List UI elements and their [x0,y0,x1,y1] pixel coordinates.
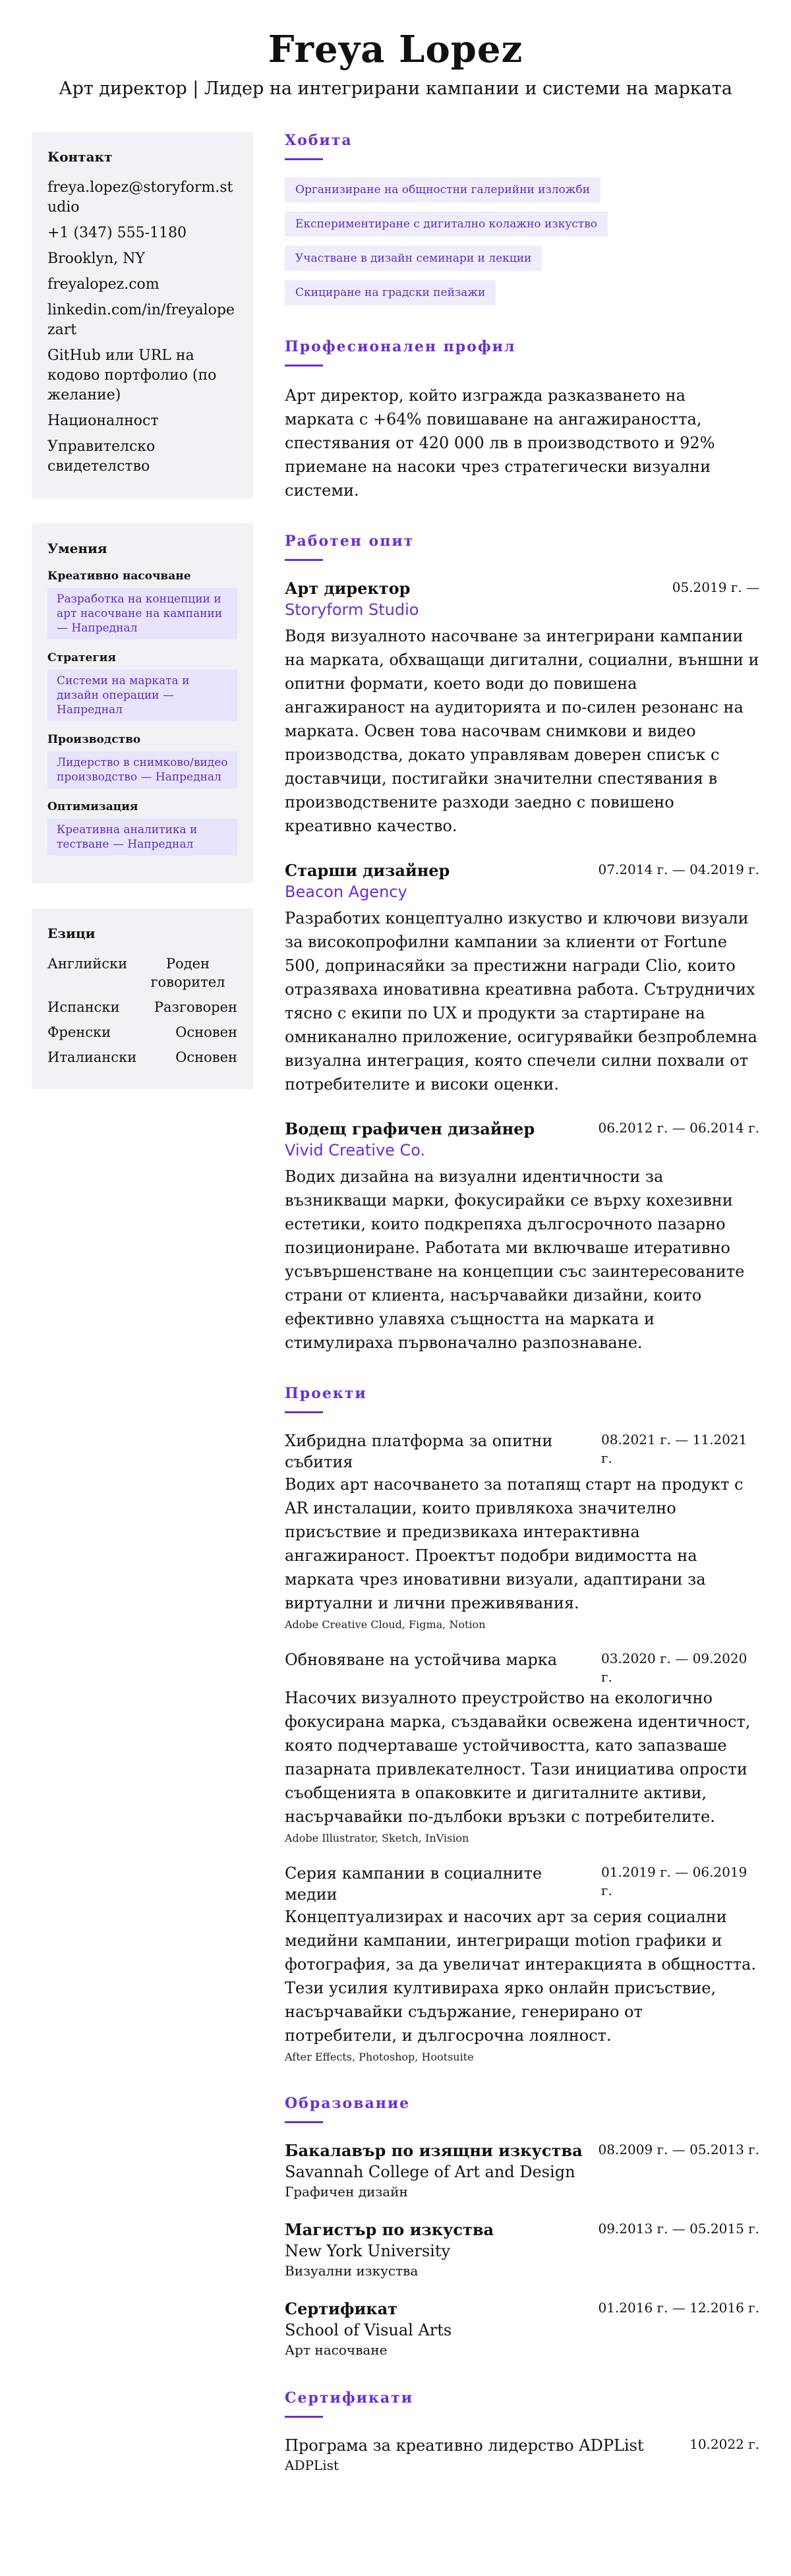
contact-phone: +1 (347) 555-1180 [47,225,187,241]
hobby-tag: Организиране на общностни галерийни изложби [285,177,601,202]
section-title-hobbies: Хобита [285,132,353,149]
education-field: Визуални изкуства [285,2263,419,2279]
language-level: Основен [175,1049,237,1065]
language-level: Разговорен [154,999,237,1015]
job-company: Vivid Creative Co. [285,1141,426,1159]
project-date: 08.2021 г. — 11.2021 г. [601,1432,747,1466]
project-description: Насочих визуалното преустройство на екологично фокусирана марка, създавайки освежена идентичност, която подчертаваше устойчивостта, като запазваше пазарната привлекателност. Тази инициатива опрости съобщенията в опаковките и дигиталните активи, насърчавайки по-дълбоки връзки с потребителите. [285,1689,751,1826]
contact-nationality: Националност [47,413,159,429]
resume-header [0,0,791,99]
job-date: 07.2014 г. — 04.2019 г. [598,862,759,877]
project-tech: Adobe Creative Cloud, Figma, Notion [285,1618,486,1631]
project-date: 01.2019 г. — 06.2019 г. [601,1864,747,1898]
project-name: Обновяване на устойчива марка [285,1651,558,1669]
education-school: New York University [285,2242,451,2260]
job-title: Водещ графичен дизайнер [285,1119,535,1138]
languages-title: Езици [47,925,96,941]
job-description: Водя визуалното насочване за интегрирани кампании на марката, обхващащи дигитални, социални, външни и опитни формати, което води до повишена ангажираност на аудиторията и по-силен резонанс на марката. Освен това насочвам снимкови и видео производства, докато управлявам доверен списък с доставчици, постигайки значителни спестявания в производствените разходи заедно с повишено креативно качество. [285,627,759,835]
contact-portfolio: GitHub или URL на кодово портфолио (по желание) [47,347,217,403]
job-entry [285,860,759,1096]
section-title-certificates: Сертификати [285,2389,414,2407]
hobby-tag: Участване в дизайн семинари и лекции [285,246,542,271]
language-row [47,954,237,991]
skill-category: Производство [47,733,141,746]
profile-summary: Арт директор, който изгражда разказването на марката с +64% повишаване на ангажираността, спестявания от 420 000 лв в производството и 92% приемане на насоки чрез стратегически визуални системи. [285,386,715,500]
education-field: Арт насочване [285,2342,388,2358]
education-date: 08.2009 г. — 05.2013 г. [598,2142,759,2157]
section-rule [285,2416,323,2418]
skill-chip: Разработка на концепции и арт насочване на кампании — Напреднал [47,588,237,639]
skills-title: Умения [47,541,107,556]
contact-license: Управителско свидетелство [47,438,156,475]
job-entry [285,578,759,838]
education-degree: Бакалавър по изящни изкуства [285,2141,583,2160]
language-name: Италиански [47,1049,137,1065]
section-title-profile: Професионален профил [285,338,516,355]
job-description: Водих дизайна на визуални идентичности за възникващи марки, фокусирайки се върху кохезивни естетики, които подкрепяха дългосрочното пазарно позициониране. Работата ми включваше итеративно усъвършенстване на концепции със заинтересованите страни от клиента, насърчавайки дизайни, които ефективно улавяха същността на марката и стимулираха първоначално разпознаване. [285,1167,745,1352]
language-level: Основен [175,1024,237,1040]
contact-card [32,132,253,498]
hobbies-list [285,177,759,314]
language-row [47,998,237,1016]
language-name: Френски [47,1024,111,1040]
section-title-education: Образование [285,2095,411,2112]
education-date: 01.2016 г. — 12.2016 г. [598,2300,759,2316]
education-degree: Сертификат [285,2299,398,2318]
skill-chip: Лидерство в снимково/видео производство — Напреднал [47,751,237,788]
section-rule [285,1411,323,1413]
main-column [285,132,759,2493]
project-entry [285,1863,759,2064]
job-date: 05.2019 г. — [672,579,759,595]
contact-location: Brooklyn, NY [47,250,145,267]
person-name: Freya Lopez [268,28,523,71]
education-school: Savannah College of Art and Design [285,2163,575,2181]
project-entry [285,1430,759,1632]
project-name: Серия кампании в социалните медии [285,1864,542,1904]
job-company: Storyform Studio [285,600,419,619]
language-name: Английски [47,956,128,972]
section-rule [285,2121,323,2123]
contact-linkedin[interactable]: linkedin.com/in/freyalopezart [47,302,235,338]
education-entry [285,2140,759,2201]
language-level: Роден говорител [150,956,225,990]
language-row [47,1048,237,1067]
section-rule [285,559,323,561]
headline: Арт директор | Лидер на интегрирани кампании и системи на марката [59,78,732,99]
project-tech: Adobe Illustrator, Sketch, InVision [285,1832,469,1844]
hobby-tag: Скициране на градски пейзажи [285,280,496,305]
project-description: Концептуализирах и насочих арт за серия социални медийни кампании, интегриращи motion графики и фотография, за да увеличат интеракцията в общността. Тези усилия култивираха ярко онлайн присъствие, насърчавайки съдържание, генерирано от потребители, и дългосрочна лоялност. [285,1908,756,2045]
skill-category: Стратегия [47,651,116,664]
education-field: Графичен дизайн [285,2184,408,2200]
skill-chip: Креативна аналитика и тестване — Напреднал [47,819,237,856]
section-title-projects: Проекти [285,1385,367,1402]
contact-website[interactable]: freyalopez.com [47,276,160,293]
section-rule [285,365,323,366]
education-school: School of Visual Arts [285,2321,452,2339]
education-degree: Магистър по изкуства [285,2220,494,2239]
sidebar [32,132,253,2493]
language-name: Испански [47,999,120,1015]
certificate-entry [285,2435,759,2474]
language-row [47,1023,237,1041]
job-company: Beacon Agency [285,883,407,901]
education-date: 09.2013 г. — 05.2015 г. [598,2221,759,2237]
job-description: Разработих концептуално изкуство и ключови визуали за високопрофилни кампании за клиенти от Fortune 500, допринасяйки за престижни награди Clio, които отразяваха иновативна креативна работа. Сътрудничих тясно с екипи по UX и продукти за стартиране на омниканално приложение, осигурявайки безпроблемна визуална интеграция, която спечели силни похвали от потребителите и високи оценки. [285,909,757,1094]
certificate-issuer: ADPList [285,2457,339,2473]
project-tech: After Effects, Photoshop, Hootsuite [285,2051,474,2063]
contact-title: Контакт [47,149,113,165]
job-title: Арт директор [285,579,411,598]
job-entry [285,1119,759,1355]
hobby-tag: Експериментиране с дигитално колажно изкуство [285,212,608,237]
certificate-name: Програма за креативно лидерство ADPList [285,2436,644,2455]
project-date: 03.2020 г. — 09.2020 г. [601,1651,747,1685]
skill-chip: Системи на марката и дизайн операции — Напреднал [47,670,237,721]
section-rule [285,158,323,160]
skill-category: Креативно насочване [47,570,191,583]
skill-category: Оптимизация [47,800,138,813]
education-entry [285,2298,759,2359]
content-columns [32,132,759,2493]
languages-card [32,908,253,1089]
job-date: 06.2012 г. — 06.2014 г. [598,1120,759,1136]
education-entry [285,2219,759,2280]
project-entry [285,1649,759,1846]
section-title-experience: Работен опит [285,533,415,550]
project-description: Водих арт насочването за потапящ старт на продукт с AR инсталации, които привлякоха значително присъствие и предизвикаха интерактивна ангажираност. Проектът подобри видимостта на марката чрез иновативни визуали, адаптирани за виртуални и лични преживявания. [285,1475,744,1612]
contact-email[interactable]: freya.lopez@storyform.studio [47,179,233,216]
certificate-date: 10.2022 г. [689,2436,759,2452]
project-name: Хибридна платформа за опитни събития [285,1432,553,1471]
job-title: Старши дизайнер [285,861,450,880]
skills-card [32,523,253,883]
